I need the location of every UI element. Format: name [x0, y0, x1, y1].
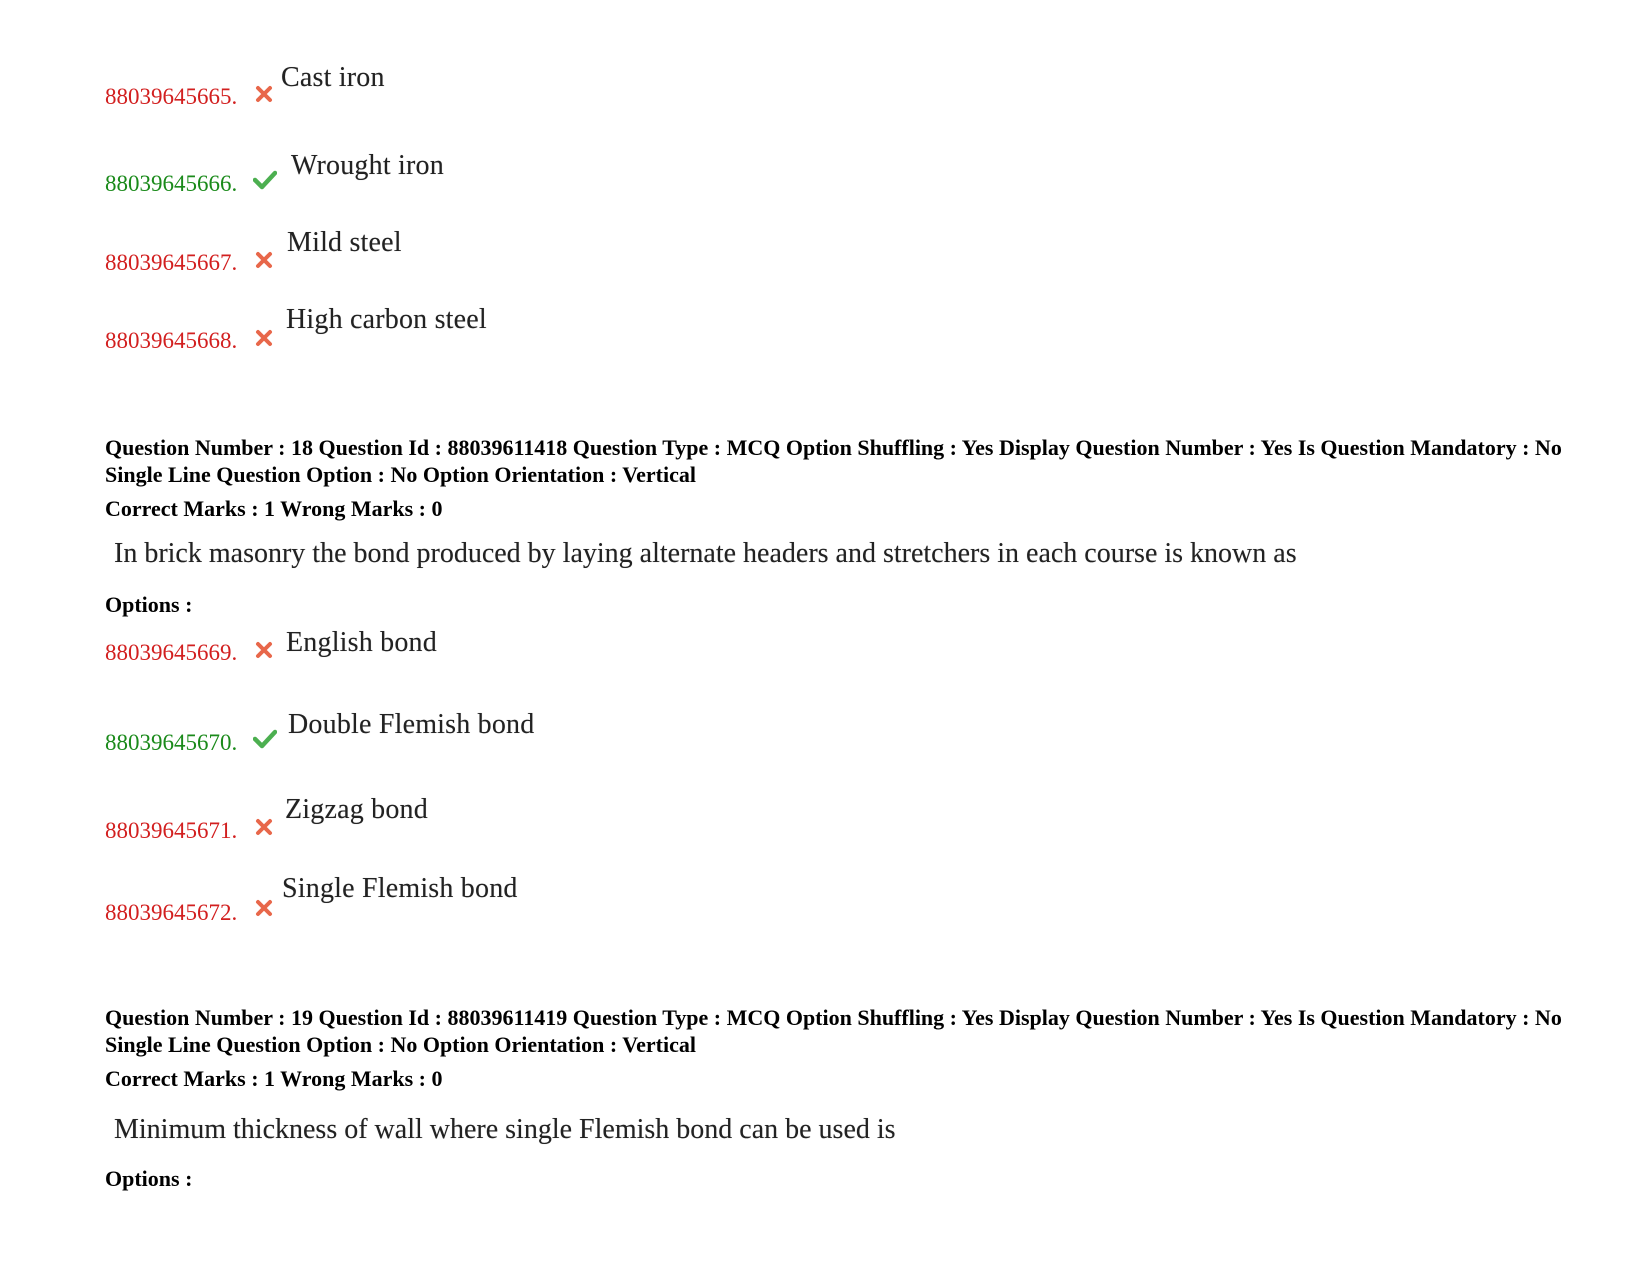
option-text: Single Flemish bond — [282, 873, 518, 904]
option-text: Cast iron — [281, 62, 385, 93]
option-text: Mild steel — [287, 227, 402, 258]
question-19-meta: Question Number : 19 Question Id : 88039611419 Question Type : MCQ Option Shuffling : Yes Display Question Number : Yes Is Question Mandatory : No Single Line Question Option : No Option Orientation : Vertical — [105, 1005, 1562, 1057]
cross-icon — [254, 898, 274, 918]
option-id: 88039645666. — [105, 171, 238, 196]
option-text: Zigzag bond — [285, 794, 428, 825]
option-id: 88039645671. — [105, 818, 238, 843]
cross-icon — [254, 250, 274, 270]
question-18-marks: Correct Marks : 1 Wrong Marks : 0 — [105, 496, 443, 521]
question-19-text: Minimum thickness of wall where single Flemish bond can be used is — [114, 1114, 896, 1145]
cross-icon — [254, 640, 274, 660]
option-id: 88039645669. — [105, 640, 238, 665]
check-icon — [253, 729, 277, 749]
question-18-options-label: Options : — [105, 592, 193, 617]
option-text: High carbon steel — [286, 304, 487, 335]
option-id: 88039645672. — [105, 900, 238, 925]
question-18-meta: Question Number : 18 Question Id : 88039611418 Question Type : MCQ Option Shuffling : Yes Display Question Number : Yes Is Question Mandatory : No Single Line Question Option : No Option Orientation : Vertical — [105, 435, 1562, 487]
option-text: English bond — [286, 627, 437, 658]
cross-icon — [254, 328, 274, 348]
question-18-text: In brick masonry the bond produced by laying alternate headers and stretchers in each course is known as — [114, 538, 1297, 569]
check-icon — [253, 170, 277, 190]
option-text: Wrought iron — [291, 150, 444, 181]
question-19-marks: Correct Marks : 1 Wrong Marks : 0 — [105, 1066, 443, 1091]
option-id: 88039645668. — [105, 328, 238, 353]
question-19-options-label: Options : — [105, 1166, 193, 1191]
option-id: 88039645665. — [105, 84, 238, 109]
cross-icon — [254, 84, 274, 104]
option-id: 88039645670. — [105, 730, 238, 755]
option-id: 88039645667. — [105, 250, 238, 275]
option-text: Double Flemish bond — [288, 709, 535, 740]
cross-icon — [254, 817, 274, 837]
